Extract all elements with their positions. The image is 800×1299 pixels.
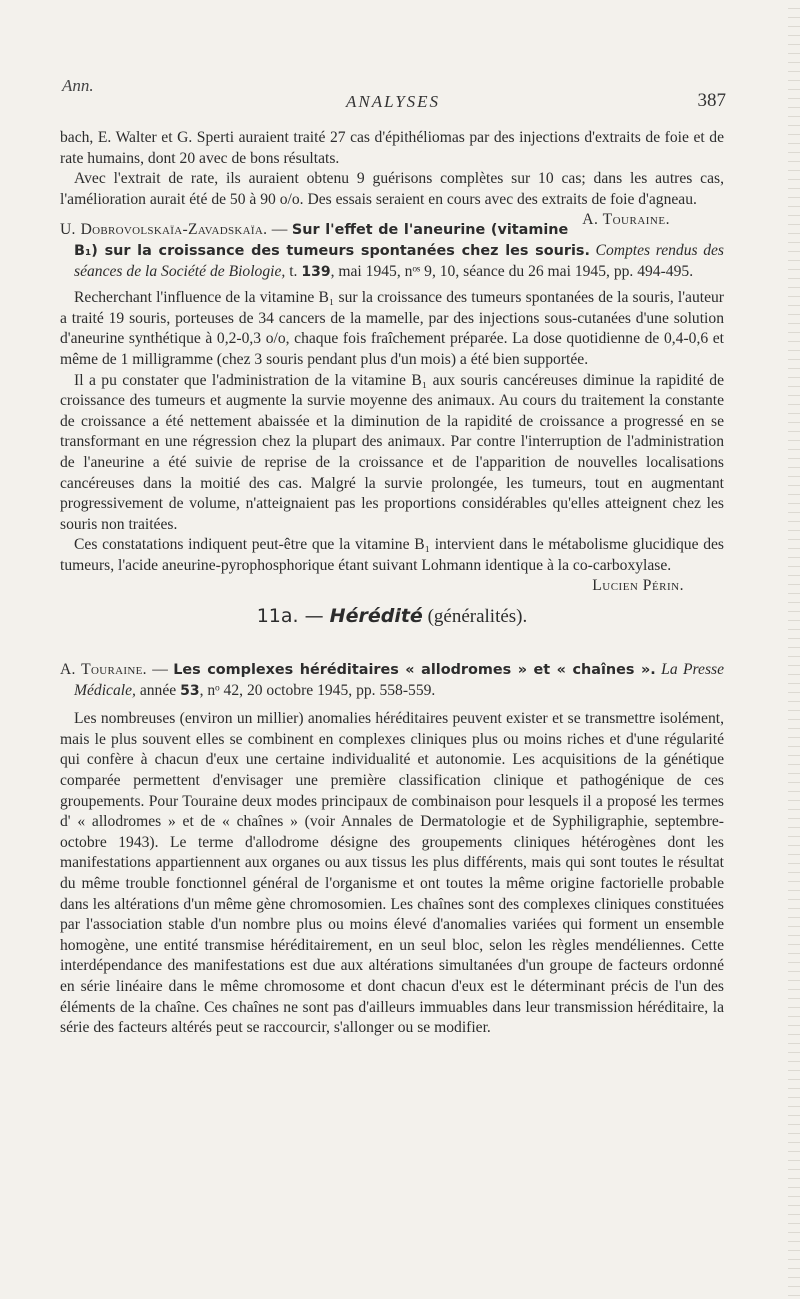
page-edge <box>788 0 800 1299</box>
section-dash: — <box>298 605 330 628</box>
entry-volume: 139 <box>301 263 331 280</box>
entry-title: Sur l'effet de l'aneurine (vitamine B₁) sur la croissance des tumeurs spontanées chez les souris. <box>74 222 590 259</box>
entry-author: U. Dobrovolskaïa-Zavadskaïa. <box>60 221 268 239</box>
entry-dash: — <box>267 221 292 239</box>
entry-ref: , mai 1945, nᵒˢ 9, 10, séance du 26 mai 1945, pp. 494-495. <box>330 262 694 280</box>
paragraph: Il a pu constater que l'administration de la vitamine B₁ aux souris cancéreuses diminue la rapidité de croissance des tumeurs et augmente la survie moyenne des animaux. Au cours du traitement la constante de croissance a été nettement abaissée et la diminution de la rapidité de croissance a progressé en se transformant en une régression chez la plupart des animaux. Par contre l'interruption de l'administration de l'aneurine a été suivie de reprise de la croissance et de l'apparition de nouvelles localisations cancéreuses dans la moitié des cas. Malgré la survie prolongée, les tumeurs, tout en augmentant progressivement de volume, n'atteignaient pas les proportions considérables qu'elles atteignent chez les souris non traitées. <box>60 371 724 533</box>
entry-dash: — <box>146 661 174 679</box>
entry-ref: année <box>135 681 181 699</box>
signature: Lucien Périn. <box>592 577 684 595</box>
margin-annotation: Ann. <box>62 76 94 95</box>
section-subtitle: (généralités). <box>422 606 528 628</box>
paragraph-text: Avec l'extrait de rate, ils auraient obtenu 9 guérisons complètes sur 10 cas; dans les autres cas, l'amélioration aurait été de 50 à 90 o/o. Des essais seraient en cours avec des extraits de foie d'agneau. <box>60 170 724 208</box>
entry-citation <box>60 660 724 701</box>
paragraph: Recherchant l'influence de la vitamine B₁ sur la croissance des tumeurs spontanées de la souris, l'auteur a traité 19 souris, porteuses de 34 cancers de la mamelle, par des injections sous-cutanées d'une solution d'aneurine synthétique à 0,2-0,3 o/o, chaque fois fraîchement préparée. La dose quotidienne de 0,4-0,6 et même de 1 milligramme (chez 3 souris pendant plus d'un mois) a été bien supportée. <box>60 289 724 368</box>
paragraph: bach, E. Walter et G. Sperti auraient traité 27 cas d'épithéliomas par des injections d'extraits de foie et de rate humains, dont 20 avec de bons résultats. <box>60 129 724 167</box>
section-heading <box>60 606 724 628</box>
entry-journal: Comptes rendus des séances de la Société de Biologie, <box>74 241 724 280</box>
entry-volume: 53 <box>180 682 200 699</box>
entry-ref: t. <box>285 262 302 280</box>
entry-author: A. Touraine. <box>60 661 147 679</box>
body-column <box>60 128 724 1039</box>
entry-ref: , nᵒ 42, 20 octobre 1945, pp. 558-559. <box>199 681 436 699</box>
review-entry <box>60 660 724 1039</box>
paragraph-text: Ces constatations indiquent peut-être que la vitamine B₁ intervient dans le métabolisme glucidique des tumeurs, l'acide aneurine-pyrophosphorique étant suivant Lohmann identique à la co-carboxylase. <box>60 536 724 574</box>
page-number: 387 <box>697 90 726 111</box>
paragraph: Les nombreuses (environ un millier) anomalies héréditaires peuvent exister et se transmettre isolément, mais le plus souvent elles se combinent en complexes cliniques plus ou moins riches et d'une régularité qui confère à chacun d'eux une certaine individualité et autonomie. Les acquisitions de la génétique comparée permettent d'envisager une première classification clinique et pathogénique de ces groupements. Pour Touraine deux modes principaux de combinaison pour lesquels il a proposé les termes d' « allodromes » et de « chaînes » (voir Annales de Dermatologie et de Syphiligraphie, septembre-octobre 1943). Le terme d'allodrome désigne des groupements cliniques hétérogènes dont les manifestations appartiennent aux organes ou aux tissus les plus différents, mais qui sont toutes le résultat du même trouble fonctionnel général de l'organisme et ont toutes la même origine factorielle probable dans les altérations d'un même gène chromosomien. Les chaînes sont des complexes cliniques constituées par l'association stable d'un nombre plus ou moins élevé d'anomalies variées qui forment un ensemble homogène, une entité transmise héréditairement, en un seul bloc, selon les règles mendéliennes. Cette interdépendance des manifestations est due aux altérations simultanées d'un groupe de facteurs ordonné en série linéaire dans le même chromosome et dont chacun d'eux est le déterminant précis de l'un des éléments de la chaîne. Ces chaînes ne sont pas d'ailleurs immuables dans leur transmission héréditaire, la série des facteurs altérés peut se raccourcir, s'allonger ou se modifier. <box>60 710 724 1037</box>
running-title: ANALYSES <box>345 92 441 111</box>
running-header <box>60 90 726 116</box>
section-number: 11a. <box>256 605 299 628</box>
entry-journal: La Presse Médicale, <box>74 661 725 699</box>
section-title: Hérédité <box>329 605 423 628</box>
paragraph <box>60 535 724 595</box>
paragraph <box>60 169 724 229</box>
signature: A. Touraine. <box>582 211 670 229</box>
entry-title: Les complexes héréditaires « allodromes » et « chaînes ». <box>173 662 656 679</box>
review-entry <box>60 220 724 595</box>
